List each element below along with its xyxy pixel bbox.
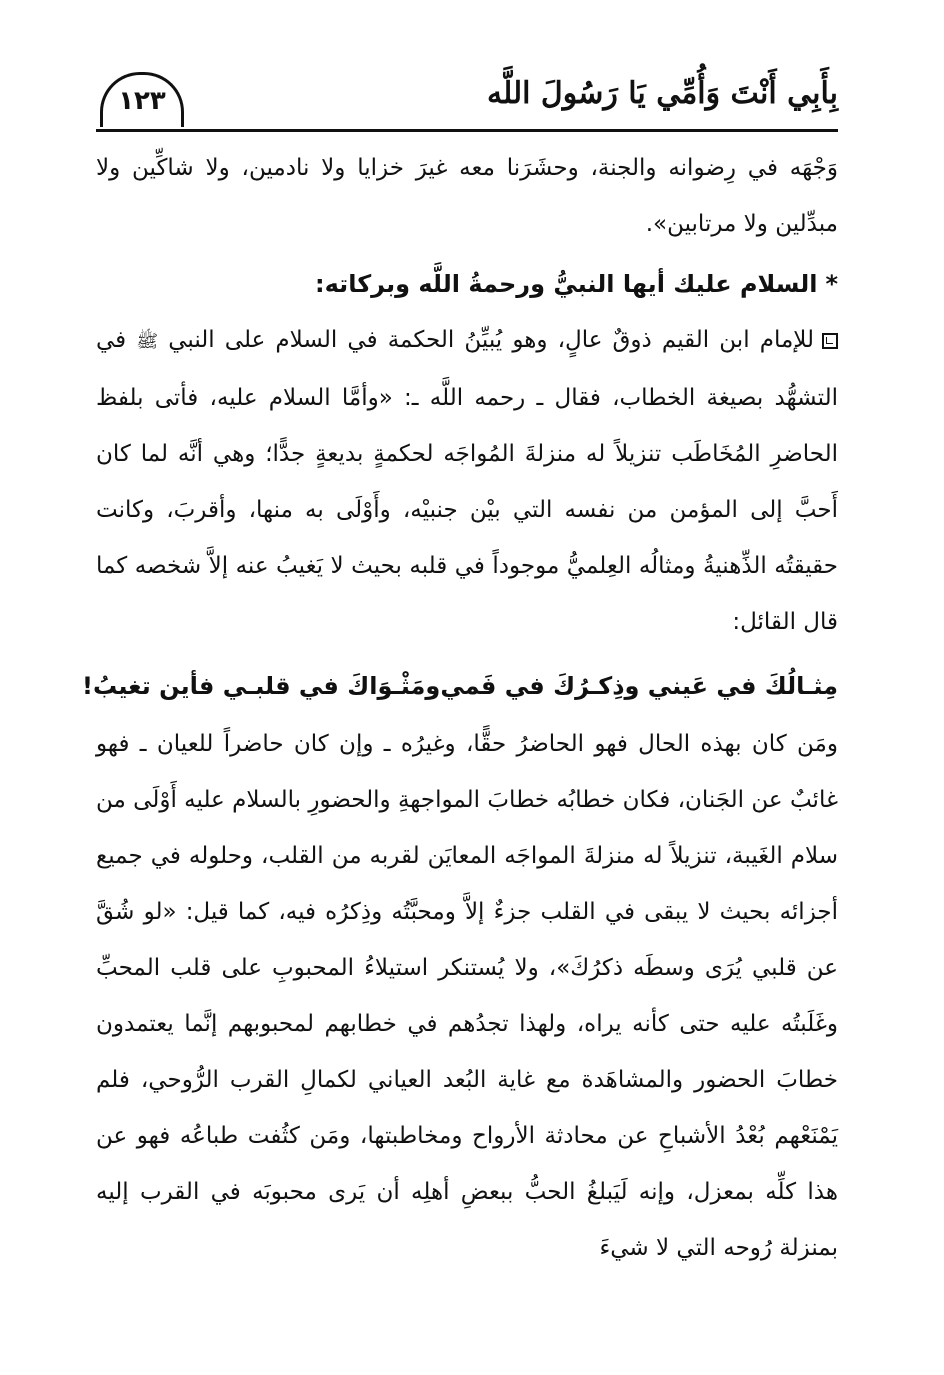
page-body [82,140,838,1276]
paragraph-1-start: للإمام ابن القيم ذوقٌ عالٍ، وهو يُبيِّنُ الحكمة في السلام على النبي [168,327,815,353]
checkbox-bullet-icon [822,333,838,349]
salutation-glyph: ﷺ [136,331,159,352]
section-heading [96,256,838,312]
paragraph-1 [96,312,838,650]
page-header [96,70,838,132]
section-heading-text: السلام عليك أيها النبيُّ ورحمةُ اللَّه وبركاته: [315,270,818,298]
continuation-paragraph: وَجْهَه في رِضوانه والجنة، وحشَرَنا معه غيرَ خزايا ولا نادمين، ولا شاكِّين ولا مبدِّلين ولا مرتابين». [96,155,838,237]
running-title: بِأَبِي أَنْتَ وَأُمِّي يَا رَسُولَ اللَّه [486,76,838,111]
poem-first-hemistich: مِثـالُكَ في عَيني وذِكـرُكَ في فَمي [440,672,838,700]
header-rule [96,129,838,132]
paragraph-1-rest: في التشهُّد بصيغة الخطاب، فقال ـ رحمه اللَّه ـ: «وأمَّا السلام عليه، فأتى بلفظ الحاضرِ المُخَاطَب تنزيلاً له منزلةَ المُواجَه لحكمةٍ بديعةٍ جدًّا؛ وهي أنَّه لما كان أَحبَّ إلى المؤمن من نفسه التي بيْن جنبيْه، وأَوْلَى به منها، وأقربَ، وكانت حقيقتُه الذِّهنيةُ ومثالُه العِلميُّ موجوداً في قلبه بحيث لا يَغيبُ عنه إلاَّ شخصه كما قال القائل: [96,327,838,635]
star-bullet-icon: * [825,270,838,298]
poem-verse [82,658,838,714]
poem-second-hemistich: ومَثْـوَاكَ في قلبـي فأين تغيبُ! [82,672,441,700]
paragraph-2: ومَن كان بهذه الحال فهو الحاضرُ حقًّا، وغيرُه ـ وإن كان حاضراً للعيان ـ فهو غائبٌ عن الجَنان، فكان خطابُه خطابَ المواجهةِ والحضورِ بالسلام عليه أَوْلَى من سلام الغَيبة، تنزيلاً له منزلةَ المواجَه المعايَن لقربه من القلب، وحلوله في جميع أجزائه بحيث لا يبقى في القلب جزءٌ إلاَّ ومحبَّتُه وذِكرُه فيه، كما قيل: «لو شُقَّ عن قلبي يُرَى وسطَه ذكرُكَ»، ولا يُستنكر استيلاءُ المحبوبِ على قلب المحبِّ وغَلَبتُه عليه حتى كأنه يراه، ولهذا تجدُهم في خطابهم لمحبوبهم إنَّما يعتمدون خطابَ الحضور والمشاهَدة مع غاية البُعد العياني لكمالِ القرب الرُّوحي، فلم يَمْنَعْهم بُعْدُ الأشباحِ عن محادثة الأرواح ومخاطبتها، ومَن كثُفت طباعُه فهو عن هذا كلِّه بمعزل، وإنه لَيَبلغُ الحبُّ ببعضِ أهلِه أن يَرى محبوبَه في القرب إليه بمنزلة رُوحه التي لا شيءَ [96,731,838,1261]
page-number: ١٢٣ [100,72,184,127]
